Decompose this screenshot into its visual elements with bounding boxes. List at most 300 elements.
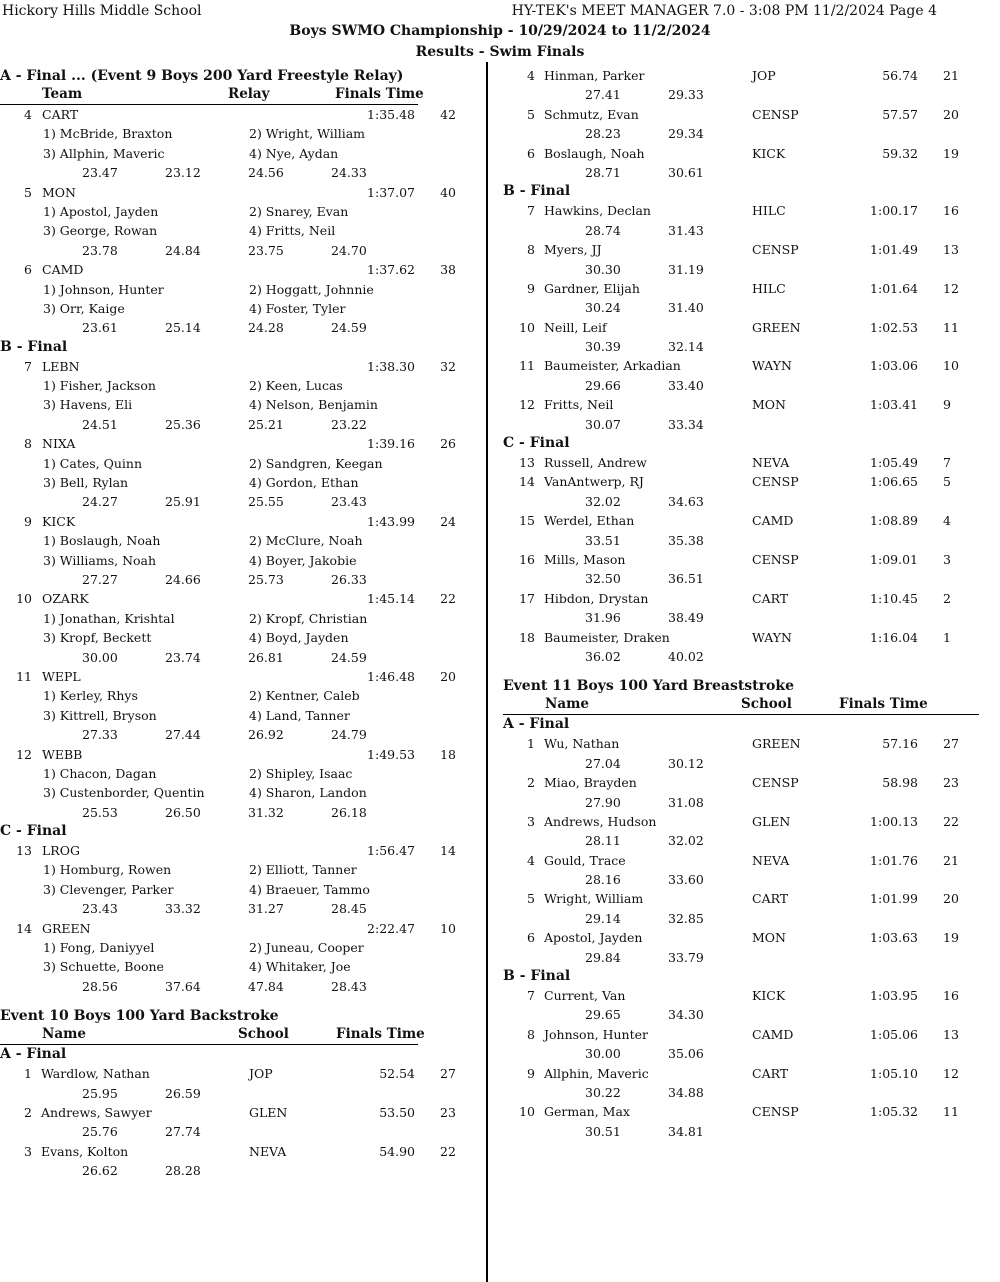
col-header-relay: Relay (228, 86, 270, 102)
finals-time: 1:00.13 (870, 813, 918, 829)
points: 24 (440, 513, 456, 529)
school: CENSP (752, 775, 799, 791)
split-time: 23.43 (82, 901, 118, 917)
school: GREEN (752, 736, 801, 752)
team-name: GREEN (42, 920, 91, 936)
place: 6 (527, 930, 535, 946)
swimmer: 1) Johnson, Hunter (43, 281, 164, 297)
relay-team-row (0, 667, 486, 686)
split-time: 30.07 (585, 416, 621, 432)
swimmer: 1) Jonathan, Krishtal (43, 610, 175, 626)
split-row (503, 531, 1000, 550)
relay-swimmers-row (0, 783, 486, 802)
swimmer-name: Wright, William (544, 891, 644, 907)
split-row (503, 1122, 1000, 1141)
split-time: 33.60 (668, 872, 704, 888)
left-column (0, 66, 486, 1181)
swimmer: 3) Kittrell, Bryson (43, 707, 157, 723)
split-time: 32.50 (585, 571, 621, 587)
split-time: 24.70 (331, 242, 367, 258)
split-row (503, 298, 1000, 317)
final-section-label: A - Final (0, 1046, 67, 1063)
split-time: 25.55 (248, 494, 284, 510)
result-row (503, 928, 1000, 947)
finals-time: 1:03.06 (870, 358, 918, 374)
relay-splits-row (0, 318, 486, 337)
relay-swimmers-row (0, 609, 486, 628)
software-info: HY-TEK's MEET MANAGER 7.0 - 3:08 PM 11/2/2024 Page 4 (511, 3, 937, 19)
points: 4 (943, 513, 951, 529)
swimmer-name: Hawkins, Declan (544, 203, 651, 219)
finals-time: 1:01.76 (870, 852, 918, 868)
place: 3 (527, 813, 535, 829)
place: 6 (527, 145, 535, 161)
school-name: Hickory Hills Middle School (2, 3, 202, 19)
points: 27 (440, 1066, 456, 1082)
col-header-name: Name (42, 1026, 86, 1043)
result-row (503, 773, 1000, 792)
split-time: 33.79 (668, 949, 704, 965)
split-time: 30.30 (585, 261, 621, 277)
relay-swimmers-row (0, 299, 486, 318)
result-row (503, 105, 1000, 124)
swimmer: 4) Boyd, Jayden (249, 630, 349, 646)
points: 23 (943, 775, 959, 791)
finals-time: 59.32 (882, 145, 918, 161)
place: 4 (527, 852, 535, 868)
finals-time: 1:38.30 (367, 358, 415, 374)
split-row (503, 492, 1000, 511)
result-row (503, 1064, 1000, 1083)
swimmer-name: Apostol, Jayden (544, 930, 643, 946)
col-header-team: Team (42, 86, 83, 102)
event-title: Event 10 Boys 100 Yard Backstroke (0, 1008, 279, 1025)
split-row (0, 1161, 486, 1180)
split-time: 31.32 (248, 804, 284, 820)
swimmer: 2) Shipley, Isaac (249, 765, 353, 781)
points: 38 (440, 262, 456, 278)
relay-team-row (0, 260, 486, 279)
split-time: 23.61 (82, 320, 118, 336)
result-row (0, 1142, 486, 1161)
swimmer: 2) Kropf, Christian (249, 610, 368, 626)
points: 14 (440, 843, 456, 859)
school: WAYN (752, 629, 792, 645)
finals-time: 1:46.48 (367, 668, 415, 684)
split-time: 34.88 (668, 1084, 704, 1100)
swimmer: 4) Gordon, Ethan (249, 475, 359, 491)
split-time: 24.28 (248, 320, 284, 336)
result-row (503, 1102, 1000, 1121)
points: 22 (440, 591, 456, 607)
school: CENSP (752, 474, 799, 490)
swimmer-name: Baumeister, Draken (544, 629, 670, 645)
points: 19 (943, 930, 959, 946)
points: 40 (440, 184, 456, 200)
swimmer: 4) Foster, Tyler (249, 300, 346, 316)
result-row (503, 144, 1000, 163)
finals-time: 1:05.10 (870, 1065, 918, 1081)
split-time: 25.53 (82, 804, 118, 820)
finals-time: 1:09.01 (870, 551, 918, 567)
place: 13 (16, 843, 32, 859)
result-row (503, 201, 1000, 220)
relay-swimmers-row (0, 202, 486, 221)
relay-team-row (0, 512, 486, 531)
swimmer-name: Allphin, Maveric (544, 1065, 649, 1081)
school: CENSP (752, 242, 799, 258)
swimmer-name: VanAntwerp, RJ (544, 474, 644, 490)
school: CAMD (752, 513, 794, 529)
col-header-name: Name (545, 696, 589, 713)
school: KICK (752, 145, 786, 161)
points: 18 (440, 746, 456, 762)
split-row (503, 647, 1000, 666)
split-time: 32.14 (668, 339, 704, 355)
split-time: 30.12 (668, 755, 704, 771)
finals-time: 1:10.45 (870, 590, 918, 606)
event-gap (0, 996, 486, 1006)
split-time: 23.22 (331, 416, 367, 432)
team-name: CAMD (42, 262, 84, 278)
split-time: 40.02 (668, 648, 704, 664)
result-row (503, 851, 1000, 870)
points: 20 (943, 106, 959, 122)
swimmer: 3) Kropf, Beckett (43, 630, 152, 646)
result-row (503, 318, 1000, 337)
relay-splits-row (0, 163, 486, 182)
swimmer: 2) Snarey, Evan (249, 203, 349, 219)
split-row (503, 85, 1000, 104)
swimmer-name: Wu, Nathan (544, 736, 620, 752)
points: 9 (943, 397, 951, 413)
split-row (503, 831, 1000, 850)
split-time: 31.27 (248, 901, 284, 917)
relay-swimmers-row (0, 706, 486, 725)
split-time: 23.47 (82, 165, 118, 181)
split-row (503, 124, 1000, 143)
result-row (503, 734, 1000, 753)
relay-swimmers-row (0, 860, 486, 879)
points: 21 (943, 68, 959, 83)
split-time: 34.63 (668, 493, 704, 509)
place: 8 (527, 242, 535, 258)
column-header-row (503, 696, 1000, 715)
swimmer-name: Hibdon, Drystan (544, 590, 649, 606)
split-time: 33.40 (668, 377, 704, 393)
results-subtitle: Results - Swim Finals (415, 44, 585, 60)
split-row (503, 415, 1000, 434)
swimmer: 1) Fong, Daniyyel (43, 940, 155, 956)
place: 9 (24, 513, 32, 529)
split-time: 24.59 (331, 649, 367, 665)
swimmer-name: German, Max (544, 1104, 630, 1120)
points: 10 (440, 920, 456, 936)
split-row (503, 870, 1000, 889)
split-row (0, 1122, 486, 1141)
team-name: KICK (42, 513, 76, 529)
finals-time: 1:02.53 (870, 319, 918, 335)
swimmer-name: Miao, Brayden (544, 775, 637, 791)
split-time: 27.74 (165, 1124, 201, 1140)
place: 4 (527, 68, 535, 83)
split-time: 25.21 (248, 416, 284, 432)
swimmer: 2) McClure, Noah (249, 533, 363, 549)
finals-time: 52.54 (379, 1066, 415, 1082)
points: 7 (943, 455, 951, 471)
split-time: 23.78 (82, 242, 118, 258)
swimmer: 3) Allphin, Maveric (43, 145, 165, 161)
final-section-label: A - Final (503, 716, 570, 733)
split-time: 34.81 (668, 1123, 704, 1139)
relay-team-row (0, 589, 486, 608)
relay-swimmers-row (0, 395, 486, 414)
swimmer-name: Russell, Andrew (544, 455, 647, 471)
school: GLEN (249, 1104, 288, 1120)
split-time: 30.22 (585, 1084, 621, 1100)
result-row (503, 511, 1000, 530)
result-row (0, 1103, 486, 1122)
col-header-time: Finals Time (335, 86, 424, 102)
result-row (503, 889, 1000, 908)
relay-swimmers-row (0, 473, 486, 492)
swimmer-name: Gould, Trace (544, 852, 626, 868)
school: NEVA (752, 455, 790, 471)
place: 13 (519, 455, 535, 471)
relay-swimmers-row (0, 551, 486, 570)
school: NEVA (752, 852, 790, 868)
right-column (503, 66, 1000, 1141)
split-time: 31.08 (668, 794, 704, 810)
points: 16 (943, 203, 959, 219)
swimmer: 3) Clevenger, Parker (43, 881, 174, 897)
split-row (0, 1084, 486, 1103)
place: 7 (527, 988, 535, 1004)
split-time: 25.36 (165, 416, 201, 432)
header-rule (0, 1044, 418, 1045)
place: 1 (24, 1066, 32, 1082)
place: 9 (527, 280, 535, 296)
swimmer: 4) Nye, Aydan (249, 145, 339, 161)
relay-swimmers-row (0, 376, 486, 395)
place: 8 (24, 436, 32, 452)
split-row (503, 1083, 1000, 1102)
split-time: 30.39 (585, 339, 621, 355)
relay-splits-row (0, 492, 486, 511)
finals-time: 57.57 (882, 106, 918, 122)
relay-team-row (0, 919, 486, 938)
split-time: 24.51 (82, 416, 118, 432)
event-gap (503, 666, 1000, 676)
relay-swimmers-row (0, 628, 486, 647)
result-row (503, 472, 1000, 491)
result-row (503, 395, 1000, 414)
team-name: NIXA (42, 436, 76, 452)
school: MON (752, 930, 786, 946)
relay-swimmers-row (0, 686, 486, 705)
split-row (503, 1005, 1000, 1024)
split-time: 31.43 (668, 222, 704, 238)
swimmer-name: Baumeister, Arkadian (544, 358, 681, 374)
finals-time: 1:03.95 (870, 988, 918, 1004)
split-time: 23.43 (331, 494, 367, 510)
split-time: 27.90 (585, 794, 621, 810)
swimmer: 2) Juneau, Cooper (249, 940, 364, 956)
points: 11 (943, 1104, 959, 1120)
place: 14 (519, 474, 535, 490)
finals-time: 1:45.14 (367, 591, 415, 607)
meet-title: Boys SWMO Championship - 10/29/2024 to 11/2/2024 (289, 23, 711, 39)
split-time: 33.34 (668, 416, 704, 432)
result-row (0, 1064, 486, 1083)
place: 1 (527, 736, 535, 752)
finals-time: 57.16 (882, 736, 918, 752)
place: 6 (24, 262, 32, 278)
finals-time: 2:22.47 (367, 920, 415, 936)
result-row (503, 812, 1000, 831)
swimmer: 4) Boyer, Jakobie (249, 552, 357, 568)
swimmer: 1) McBride, Braxton (43, 126, 173, 142)
swimmer: 2) Keen, Lucas (249, 378, 343, 394)
split-row (503, 793, 1000, 812)
header-rule (503, 714, 979, 715)
place: 12 (519, 397, 535, 413)
split-time: 30.24 (585, 300, 621, 316)
swimmer: 1) Boslaugh, Noah (43, 533, 161, 549)
col-header-time: Finals Time (839, 696, 928, 713)
finals-time: 1:06.65 (870, 474, 918, 490)
split-row (503, 608, 1000, 627)
finals-time: 58.98 (882, 775, 918, 791)
final-section-label: C - Final (503, 435, 570, 452)
points: 11 (943, 319, 959, 335)
split-time: 32.85 (668, 910, 704, 926)
relay-swimmers-row (0, 144, 486, 163)
split-time: 28.74 (585, 222, 621, 238)
swimmer: 1) Chacon, Dagan (43, 765, 157, 781)
finals-time: 1:03.41 (870, 397, 918, 413)
split-time: 30.00 (585, 1046, 621, 1062)
result-row (503, 356, 1000, 375)
swimmer: 3) Custenborder, Quentin (43, 785, 205, 801)
swimmer: 1) Kerley, Rhys (43, 688, 138, 704)
swimmer: 3) Orr, Kaige (43, 300, 125, 316)
split-time: 47.84 (248, 978, 284, 994)
relay-swimmers-row (0, 764, 486, 783)
split-time: 34.30 (668, 1007, 704, 1023)
split-time: 36.51 (668, 571, 704, 587)
finals-time: 56.74 (882, 68, 918, 83)
page-header (0, 0, 1000, 62)
finals-time: 1:16.04 (870, 629, 918, 645)
result-row (503, 453, 1000, 472)
split-time: 24.33 (331, 165, 367, 181)
place: 5 (24, 184, 32, 200)
split-time: 31.96 (585, 610, 621, 626)
split-time: 27.33 (82, 727, 118, 743)
place: 15 (519, 513, 535, 529)
relay-swimmers-row (0, 221, 486, 240)
split-time: 35.38 (668, 532, 704, 548)
place: 16 (519, 551, 535, 567)
place: 10 (16, 591, 32, 607)
relay-team-row (0, 183, 486, 202)
swimmer-name: Werdel, Ethan (544, 513, 635, 529)
swimmer: 4) Whitaker, Joe (249, 959, 351, 975)
school: CART (752, 590, 789, 606)
points: 23 (440, 1104, 456, 1120)
points: 5 (943, 474, 951, 490)
split-row (503, 909, 1000, 928)
points: 20 (943, 891, 959, 907)
split-time: 27.41 (585, 87, 621, 103)
points: 16 (943, 988, 959, 1004)
points: 32 (440, 358, 456, 374)
school: GLEN (752, 813, 791, 829)
split-time: 30.00 (82, 649, 118, 665)
swimmer: 2) Wright, William (249, 126, 366, 142)
school: WAYN (752, 358, 792, 374)
split-time: 24.27 (82, 494, 118, 510)
split-time: 29.14 (585, 910, 621, 926)
event-title: A - Final ... (Event 9 Boys 200 Yard Freestyle Relay) (0, 68, 404, 84)
place: 12 (16, 746, 32, 762)
swimmer: 3) Schuette, Boone (43, 959, 164, 975)
relay-splits-row (0, 570, 486, 589)
place: 10 (519, 319, 535, 335)
swimmer: 3) George, Rowan (43, 223, 158, 239)
finals-time: 1:49.53 (367, 746, 415, 762)
col-header-time: Finals Time (336, 1026, 425, 1043)
school: JOP (752, 68, 776, 83)
split-row (503, 376, 1000, 395)
split-time: 28.45 (331, 901, 367, 917)
finals-time: 1:05.32 (870, 1104, 918, 1120)
points: 3 (943, 551, 951, 567)
swimmer-name: Mills, Mason (544, 551, 626, 567)
team-name: WEPL (42, 668, 81, 684)
swimmer: 4) Nelson, Benjamin (249, 397, 378, 413)
school: GREEN (752, 319, 801, 335)
split-time: 28.11 (585, 833, 621, 849)
finals-time: 1:37.62 (367, 262, 415, 278)
swimmer: 3) Bell, Rylan (43, 475, 129, 491)
swimmer: 3) Williams, Noah (43, 552, 157, 568)
split-row (503, 221, 1000, 240)
column-header-row (0, 86, 486, 105)
points: 10 (943, 358, 959, 374)
school: CAMD (752, 1026, 794, 1042)
col-header-school: School (741, 696, 792, 713)
split-time: 26.81 (248, 649, 284, 665)
points: 19 (943, 145, 959, 161)
result-row (503, 589, 1000, 608)
place: 4 (24, 107, 32, 122)
swimmer-name: Fritts, Neil (544, 397, 614, 413)
finals-time: 1:01.64 (870, 280, 918, 296)
column-header-row (0, 1026, 486, 1045)
relay-team-row (0, 745, 486, 764)
place: 2 (527, 775, 535, 791)
split-row (503, 569, 1000, 588)
split-row (503, 260, 1000, 279)
finals-time: 1:05.49 (870, 455, 918, 471)
relay-team-row (0, 434, 486, 453)
result-row (503, 628, 1000, 647)
place: 9 (527, 1065, 535, 1081)
school: CART (752, 1065, 789, 1081)
finals-time: 1:00.17 (870, 203, 918, 219)
